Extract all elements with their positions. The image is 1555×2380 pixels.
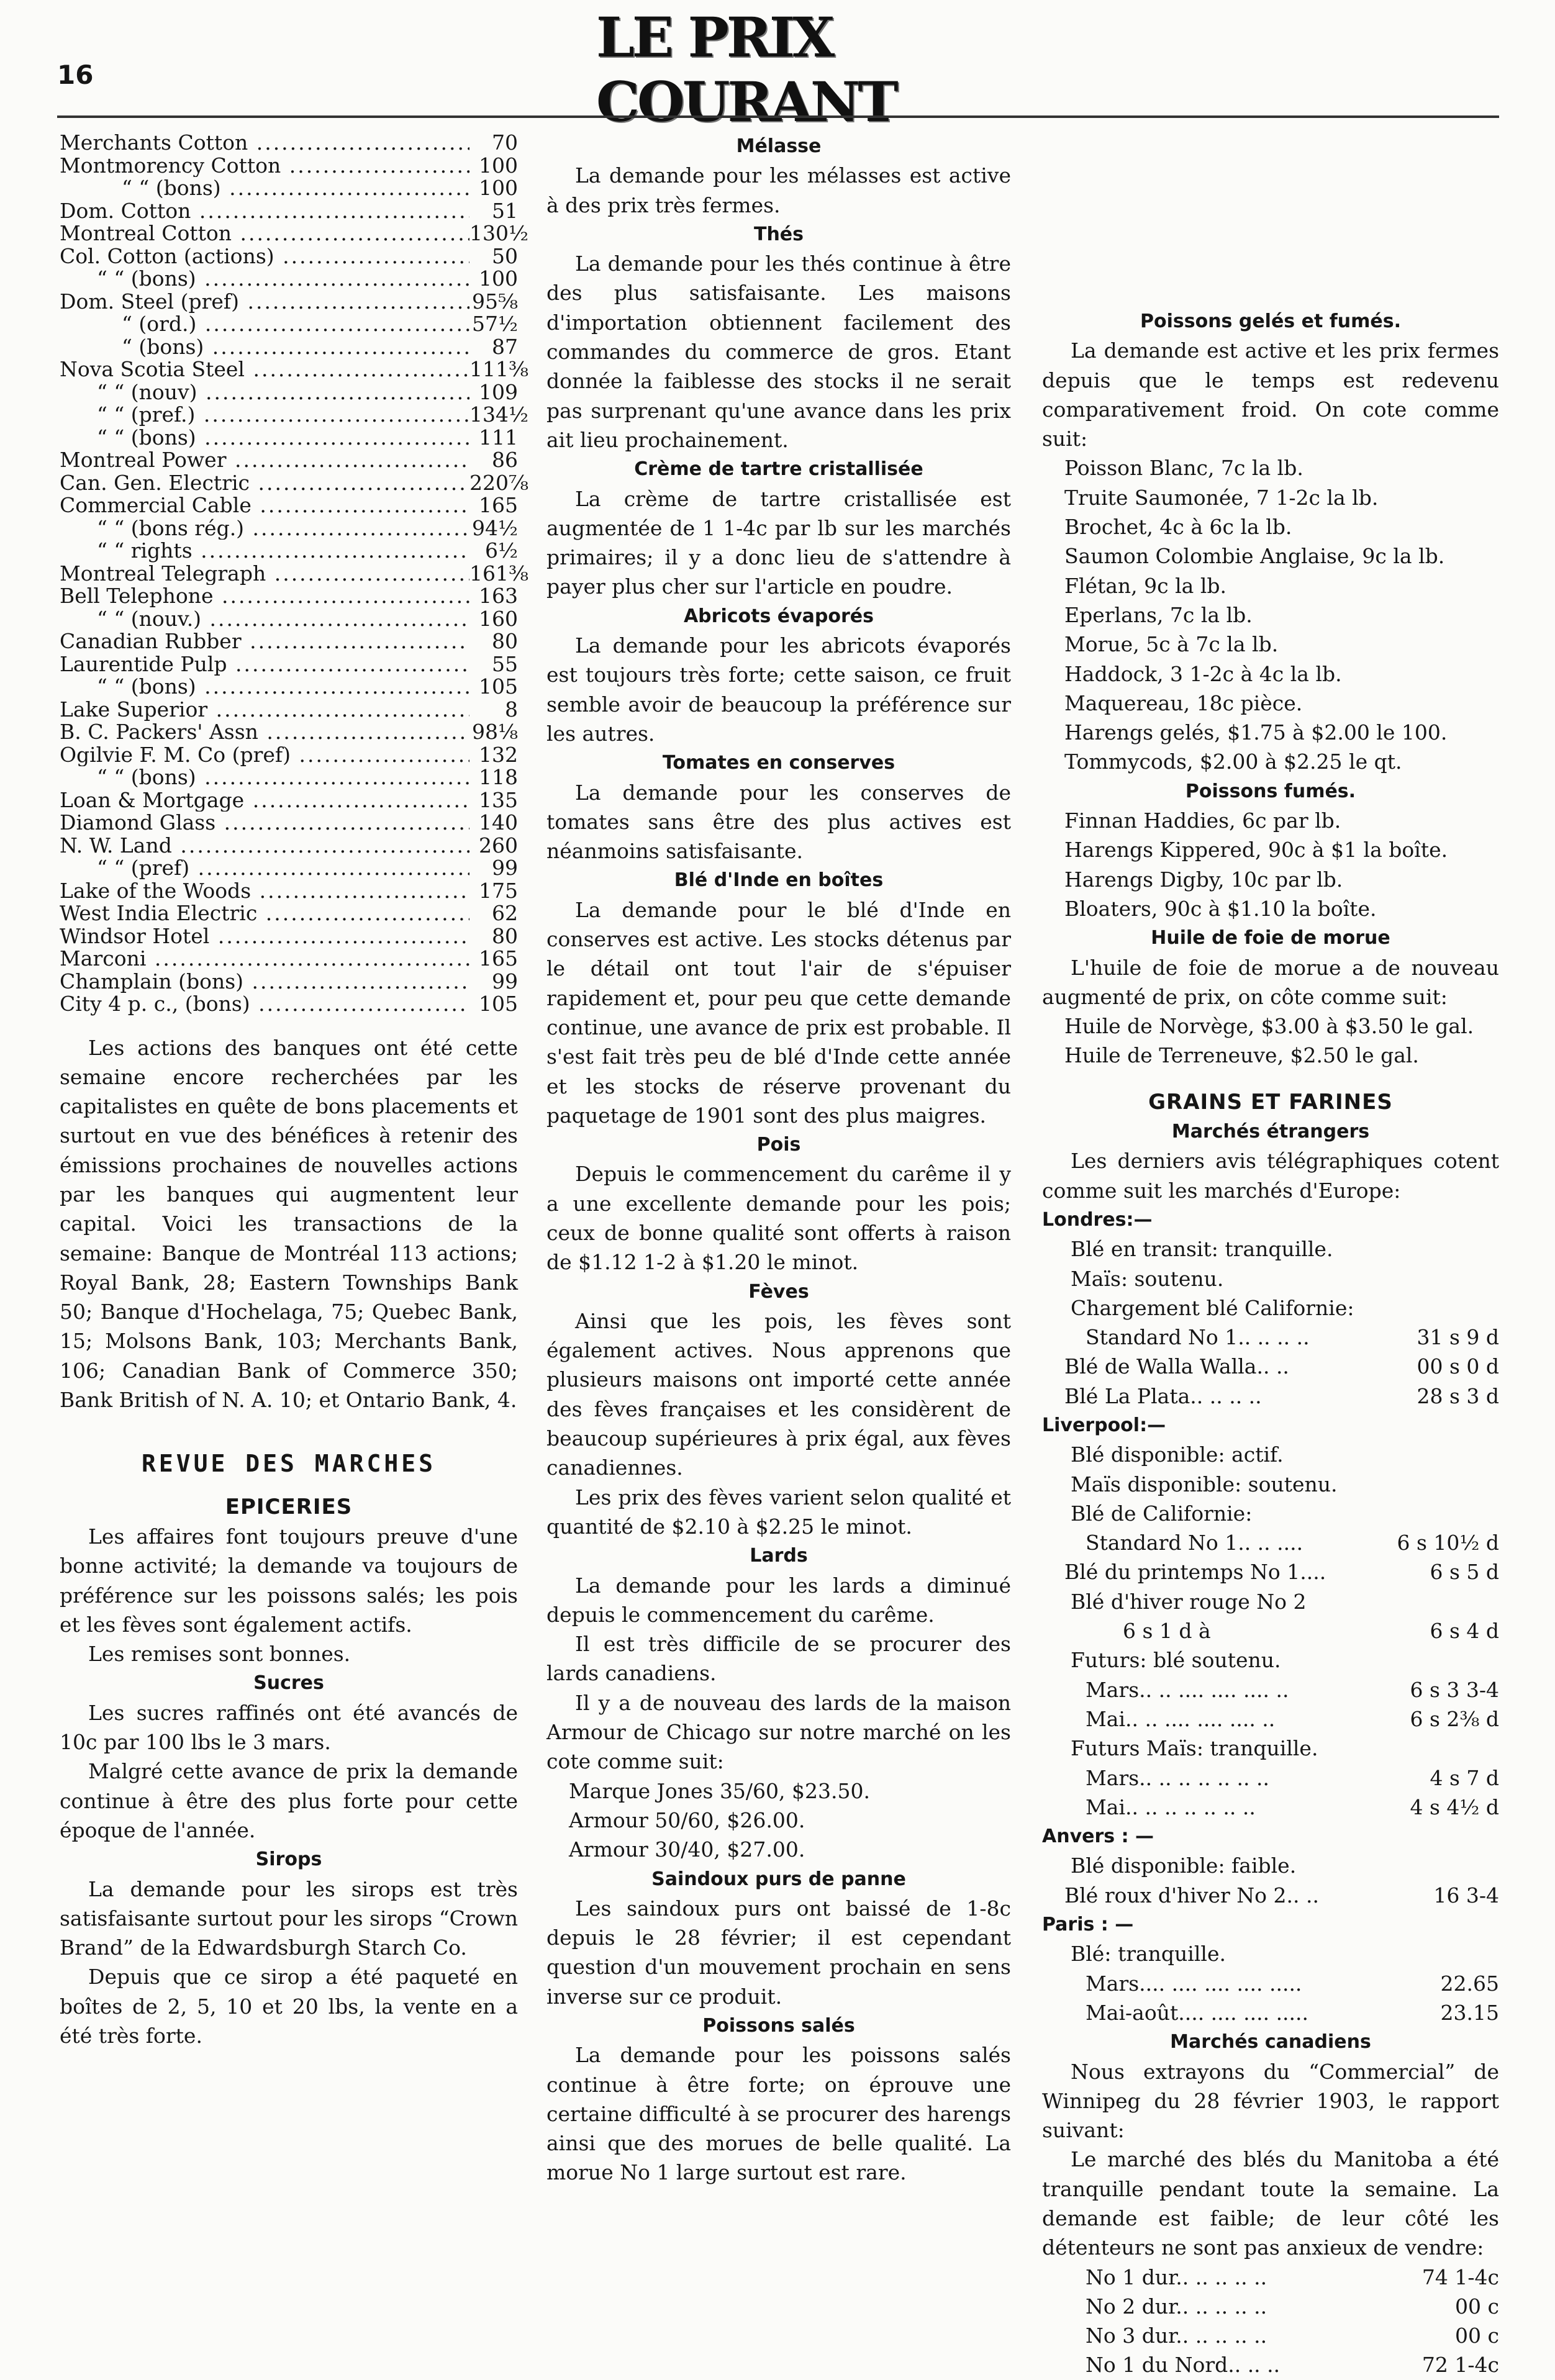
stock-value: 100 <box>479 176 518 200</box>
stock-row <box>60 200 518 223</box>
market-row: Mars.. .. .... .... .... .. 6 s 3 3-4 <box>1086 1677 1499 1702</box>
canadiens-p1: Nous extrayons du “Commercial” de Winnipeg du 28 février 1903, le rapport suivant: <box>1042 2059 1499 2143</box>
lards-line: Marque Jones 35/60, $23.50. <box>569 1778 870 1803</box>
stock-row <box>60 470 528 495</box>
stock-row <box>60 812 518 835</box>
stock-value: 99 <box>492 969 518 993</box>
abricots-p1: La demande pour les abricots évaporés est toujours très forte; cette saison, ce fruit semble avoir de beaucoup la préférence sur les autres. <box>546 633 1011 746</box>
stock-name: “ “ (bons) ..... <box>60 268 469 291</box>
stock-value: 57½ <box>472 312 518 336</box>
stock-name: “ (bons) ..... <box>60 336 469 359</box>
column-1 <box>60 130 528 2050</box>
fish-price-line: Maquereau, 18c pièce. <box>1064 690 1303 715</box>
stock-value: 111 <box>479 425 518 450</box>
stock-value: 99 <box>492 856 518 880</box>
stock-value: 111⅜ <box>469 357 528 381</box>
oil-price-line: Huile de Terreneuve, $2.50 le gal. <box>1064 1043 1419 1068</box>
stock-row <box>60 608 518 631</box>
stock-name: B. C. Packers' Assn ..... <box>60 721 469 744</box>
stock-row <box>60 561 528 586</box>
stock-name: Montmorency Cotton ..... <box>60 155 469 178</box>
stock-value: 134½ <box>469 402 528 427</box>
page-number: 16 <box>57 60 94 90</box>
thes-p1: La demande pour les thés continue à être des plus satisfaisante. Les maisons d'importation obtiennent facilement des commandes du commerce de gros. Etant donnée la faiblesse des stocks il ne serait pas surprenant qu'une avance dans les prix ait lieu prochainement. <box>546 251 1011 452</box>
column-3 <box>1042 132 1499 2380</box>
stock-name: Laurentide Pulp ..... <box>60 653 469 676</box>
city-liverpool: Liverpool:— <box>1042 1414 1166 1436</box>
stock-name: Windsor Hotel ..... <box>60 925 469 948</box>
feves-title: Fèves <box>748 1280 809 1303</box>
stock-row <box>60 402 528 427</box>
market-line: Maïs: soutenu. <box>1071 1266 1224 1291</box>
stock-name: Ogilvie F. M. Co (pref) ..... <box>60 744 469 767</box>
fish-price-line: Haddock, 3 1-2c à 4c la lb. <box>1064 661 1342 686</box>
ble-inde-p1: La demande pour le blé d'Inde en conserves est active. Les stocks détenus par le détail ont tout l'air de s'épuiser rapidement et, pour peu que cette demande continue, une avance de prix est probable. Il s'est fait très peu de blé d'Inde cette année et les stocks de réserve provenant du paquetage de 1901 sont des plus maigres. <box>546 897 1011 1128</box>
stock-row <box>60 245 518 268</box>
stock-row <box>60 427 518 450</box>
stock-value: 100 <box>479 266 518 291</box>
stock-row <box>60 357 528 381</box>
fish-price-line: Saumon Colombie Anglaise, 9c la lb. <box>1064 544 1445 569</box>
stock-name: “ “ (bons) ..... <box>60 676 469 699</box>
stock-value: 220⅞ <box>469 470 528 495</box>
stock-name: City 4 p. c., (bons) ..... <box>60 993 469 1016</box>
market-line: Maïs disponible: soutenu. <box>1071 1472 1338 1496</box>
lards-line: Armour 30/40, $27.00. <box>569 1837 805 1862</box>
stock-name: Montreal Power ..... <box>60 449 469 472</box>
lards-p1: La demande pour les lards a diminué depuis le commencement du carême. <box>546 1573 1011 1627</box>
fish-price-line: Harengs gelés, $1.75 à $2.00 le 100. <box>1064 720 1448 745</box>
stock-row <box>60 766 518 789</box>
stock-name: West India Electric ..... <box>60 902 469 925</box>
stock-name: “ “ (nouv) ..... <box>60 381 469 404</box>
sucres-p1: Les sucres raffinés ont été avancés de 10c par 100 lbs le 3 mars. <box>60 1700 518 1755</box>
lards-line: Armour 50/60, $26.00. <box>569 1808 805 1832</box>
stock-value: 118 <box>479 765 518 789</box>
stock-row <box>60 744 518 767</box>
sirops-p2: Depuis que ce sirop a été paqueté en boîtes de 2, 5, 10 et 20 lbs, la vente en a été très forte. <box>60 1965 518 2048</box>
stock-row <box>60 925 518 948</box>
stock-row <box>60 291 518 314</box>
stock-value: 87 <box>492 334 518 359</box>
market-row: Standard No 1.. .. .. .. 31 s 9 d <box>1086 1325 1499 1350</box>
poissons-fumes-title: Poissons fumés. <box>1185 780 1356 802</box>
grains-title: GRAINS ET FARINES <box>1148 1089 1393 1115</box>
stock-row <box>60 381 518 404</box>
sirops-title: Sirops <box>255 1848 322 1871</box>
huile-p1: L'huile de foie de morue a de nouveau augmenté de prix, on côte comme suit: <box>1042 955 1499 1009</box>
fish-price-line: Truite Saumonée, 7 1-2c la lb. <box>1064 485 1379 510</box>
fish-price-line: Tommycods, $2.00 à $2.25 le qt. <box>1064 749 1402 774</box>
city-anvers: Anvers : — <box>1042 1826 1154 1848</box>
stock-name: Bell Telephone ..... <box>60 585 469 608</box>
abricots-title: Abricots évaporés <box>683 605 874 627</box>
stock-value: 80 <box>492 923 518 948</box>
banks-paragraph: Les actions des banques ont été cette semaine encore recherchées par les capitalistes en quête de bons placements et surtout en vue des bénéfices à retenir des émissions prochaines de nouvelles actions par les banques qui augmentent leur capital. Voici les transactions de la semaine: Banque de Montréal 113 actions; Royal Bank, 28; Eastern Townships Bank 50; Banque d'Hochelaga, 75; Quebec Bank, 15; Molsons Bank, 103; Merchants Bank, 106; Canadian Bank of Commerce 350; Bank British of N. A. 10; et Ontario Bank, 4. <box>60 1035 518 1413</box>
stock-value: 165 <box>479 946 518 971</box>
market-row: Mai.. .. .. .. .. .. .. 4 s 4½ d <box>1086 1794 1499 1819</box>
stock-row <box>60 971 518 993</box>
stock-value: 95⅝ <box>472 289 518 314</box>
market-line: Blé de Californie: <box>1071 1501 1253 1526</box>
market-row: No 2 dur.. .. .. .. .. 00 c <box>1086 2294 1499 2319</box>
market-row: Mai-août.... .... .... ..... 23.15 <box>1086 2000 1499 2025</box>
stock-row <box>60 268 518 291</box>
epiceries-title: EPICERIES <box>225 1494 353 1519</box>
stock-row <box>60 177 518 200</box>
market-row: Blé roux d'hiver No 2.. .. 16 3-4 <box>1064 1883 1499 1907</box>
stock-row <box>60 494 518 517</box>
stock-name: Marconi ..... <box>60 948 469 971</box>
epiceries-p1: Les affaires font toujours preuve d'une bonne activité; la demande va toujours de préférence sur les poissons salés; les pois et les fèves sont également actifs. <box>60 1524 518 1637</box>
stock-value: 105 <box>479 992 518 1016</box>
creme-title: Crème de tartre cristallisée <box>634 458 923 481</box>
pois-title: Pois <box>756 1134 801 1156</box>
canadiens-title: Marchés canadiens <box>1170 2031 1371 2053</box>
stock-name: “ “ (pref.) ..... <box>60 404 469 427</box>
stock-value: 70 <box>492 130 518 155</box>
stock-value: 50 <box>492 243 518 268</box>
stock-value: 8 <box>505 697 518 722</box>
stock-value: 135 <box>479 787 518 812</box>
etrangers-title: Marchés étrangers <box>1171 1121 1370 1143</box>
stock-row <box>60 336 518 359</box>
city-londres: Londres:— <box>1042 1208 1153 1231</box>
lards-title: Lards <box>750 1545 808 1567</box>
stock-name: Champlain (bons) ..... <box>60 971 469 993</box>
stock-row <box>60 653 518 676</box>
melasse-title: Mélasse <box>736 135 822 157</box>
masthead-logo <box>596 5 1006 134</box>
stock-name: Diamond Glass ..... <box>60 812 469 835</box>
thes-title: Thés <box>753 223 804 245</box>
fish-price-line: Eperlans, 7c la lb. <box>1064 602 1253 627</box>
market-line: Blé d'hiver rouge No 2 <box>1071 1589 1307 1614</box>
stock-row <box>60 721 518 744</box>
saindoux-title: Saindoux purs de panne <box>651 1868 906 1890</box>
market-row: No 3 dur.. .. .. .. .. 00 c <box>1086 2323 1499 2348</box>
market-row: Mars.... .... .... .... ..... 22.65 <box>1086 1971 1499 1996</box>
city-paris: Paris : — <box>1042 1914 1134 1936</box>
fish-price-line: Flétan, 9c la lb. <box>1064 573 1227 598</box>
sucres-p2: Malgré cette avance de prix la demande continue à être des plus forte pour cette époque de l'année. <box>60 1759 518 1842</box>
stock-value: 132 <box>479 742 518 767</box>
stock-name: “ “ (bons rég.) ..... <box>60 517 469 540</box>
stock-row <box>60 676 518 699</box>
column-2 <box>546 132 1011 2188</box>
grains-intro: Les derniers avis télégraphiques cotent comme suit les marchés d'Europe: <box>1042 1149 1499 1203</box>
pois-p1: Depuis le commencement du carême il y a une excellente demande pour les pois; ceux de bonne qualité sont offerts à raison de $1.12 1-2 à $1.20 le minot. <box>546 1162 1011 1275</box>
stock-row <box>60 132 518 155</box>
stock-value: 51 <box>492 198 518 223</box>
sirops-p1: La demande pour les sirops est très satisfaisante surtout pour les sirops “Crown Brand” de la Edwardsburgh Starch Co. <box>60 1876 519 1960</box>
stock-value: 80 <box>492 629 518 653</box>
market-line: Futurs Maïs: tranquille. <box>1071 1736 1318 1761</box>
stock-name: “ “ (pref) ..... <box>60 857 469 880</box>
stock-name: “ “ (bons) ..... <box>60 766 469 789</box>
stock-value: 163 <box>479 584 518 608</box>
market-line: Blé disponible: faible. <box>1071 1853 1297 1878</box>
canadiens-p2: Le marché des blés du Manitoba a été tranquille pendant toute la semaine. La demande est faible; de leur côté les détenteurs ne sont pas anxieux de vendre: <box>1042 2147 1499 2260</box>
stock-name: Col. Cotton (actions) ..... <box>60 245 469 268</box>
fish-price-line: Poisson Blanc, 7c la lb. <box>1064 456 1303 481</box>
stock-row <box>60 902 518 925</box>
market-row: No 1 dur.. .. .. .. .. 74 1-4c <box>1086 2265 1499 2289</box>
stock-row <box>60 880 518 903</box>
stock-value: 62 <box>492 901 518 925</box>
stock-name: Nova Scotia Steel ..... <box>60 358 469 381</box>
market-row: Mai.. .. .... .... .... .. 6 s 2⅜ d <box>1086 1706 1499 1731</box>
market-line: Blé en transit: tranquille. <box>1071 1237 1333 1262</box>
stock-value: 161⅜ <box>469 561 528 586</box>
stock-row <box>60 517 518 540</box>
market-row: No 1 du Nord.. .. .. 72 1-4c <box>1086 2353 1499 2378</box>
stock-name: Lake Superior ..... <box>60 699 469 722</box>
fish-price-line: Morue, 5c à 7c la lb. <box>1064 632 1279 657</box>
market-row: Blé La Plata.. .. .. .. 28 s 3 d <box>1064 1383 1499 1408</box>
smoked-fish-line: Finnan Haddies, 6c par lb. <box>1064 808 1341 833</box>
huile-title: Huile de foie de morue <box>1151 927 1390 949</box>
stock-name: Loan & Mortgage ..... <box>60 789 469 812</box>
stock-name: “ (ord.) ..... <box>60 313 469 336</box>
smoked-fish-line: Harengs Digby, 10c par lb. <box>1064 867 1343 892</box>
stock-row <box>60 789 518 812</box>
stock-row <box>60 993 518 1016</box>
feves-p1: Ainsi que les pois, les fèves sont également actives. Nous apprenons que plusieurs maisons ont importé cette année des fèves françaises et les considèrent de beaucoup supérieures à prix égal, aux fèves canadiennes. <box>546 1308 1011 1480</box>
stock-name: N. W. Land ..... <box>60 835 469 857</box>
stock-value: 55 <box>492 651 518 676</box>
stock-value: 98⅛ <box>472 720 518 744</box>
stock-value: 160 <box>479 606 518 631</box>
tomates-p1: La demande pour les conserves de tomates sans être des plus actives est néanmoins satisfaisante. <box>546 780 1011 864</box>
market-line: Blé disponible: actif. <box>1071 1442 1284 1467</box>
stock-name: “ “ (nouv.) ..... <box>60 608 469 631</box>
stock-name: Commercial Cable ..... <box>60 494 469 517</box>
feves-p2: Les prix des fèves varient selon qualité et quantité de $2.10 à $2.25 le minot. <box>546 1485 1011 1539</box>
ble-inde-title: Blé d'Inde en boîtes <box>674 869 884 892</box>
stock-value: 105 <box>479 674 518 699</box>
stock-value: 165 <box>479 493 518 517</box>
stock-name: “ “ (bons) ..... <box>60 427 469 450</box>
stock-name: Merchants Cotton ..... <box>60 132 469 155</box>
header-rule <box>57 115 1499 118</box>
masthead-title: LE PRIX COURANT <box>596 5 896 134</box>
revue-title: REVUE DES MARCHES <box>142 1450 436 1478</box>
continued-text-space <box>1042 132 1499 307</box>
stock-value: 6½ <box>485 538 518 563</box>
stock-value: 86 <box>492 448 518 472</box>
market-row: Blé de Walla Walla.. .. 00 s 0 d <box>1064 1354 1499 1379</box>
stock-row <box>60 313 518 336</box>
stock-row <box>60 540 518 563</box>
lards-p2: Il est très difficile de se procurer des lards canadiens. <box>546 1632 1011 1686</box>
market-line: Blé: tranquille. <box>1071 1942 1226 1966</box>
smoked-fish-line: Harengs Kippered, 90c à $1 la boîte. <box>1064 838 1448 862</box>
stock-value: 100 <box>479 153 518 178</box>
stock-row <box>60 699 518 722</box>
stock-name: Dom. Steel (pref) ..... <box>60 291 469 314</box>
stock-row <box>60 585 518 608</box>
stock-row <box>60 630 518 653</box>
stock-value: 175 <box>479 878 518 903</box>
stock-row <box>60 155 518 178</box>
creme-p1: La crème de tartre cristallisée est augmentée de 1 1-4c par lb sur les marchés primaires; il y a donc lieu de s'attendre à payer plus cher sur l'article en poudre. <box>546 486 1011 599</box>
market-row: Mars.. .. .. .. .. .. .. 4 s 7 d <box>1086 1765 1499 1790</box>
melasse-p1: La demande pour les mélasses est active à des prix très fermes. <box>546 163 1011 217</box>
stock-row <box>60 221 528 245</box>
poissons-geles-p1: La demande est active et les prix fermes depuis que le temps est redevenu comparativement froid. On cote comme suit: <box>1042 338 1499 451</box>
stock-name: Can. Gen. Electric ..... <box>60 472 469 495</box>
poissons-geles-title: Poissons gelés et fumés. <box>1140 310 1401 332</box>
poissons-sales-title: Poissons salés <box>702 2015 855 2037</box>
stock-row <box>60 948 518 971</box>
stock-name: “ “ (bons) ..... <box>60 177 469 200</box>
market-line: Chargement blé Californie: <box>1071 1295 1354 1320</box>
stock-value: 94½ <box>472 515 518 540</box>
stock-name: “ “ rights ..... <box>60 540 469 563</box>
stock-value: 260 <box>479 833 518 857</box>
market-row: 6 s 1 d à 6 s 4 d <box>1123 1619 1499 1644</box>
smoked-fish-line: Bloaters, 90c à $1.10 la boîte. <box>1064 896 1377 921</box>
stock-value: 109 <box>479 379 518 404</box>
stock-name: Canadian Rubber ..... <box>60 630 469 653</box>
market-row: Blé du printemps No 1.... 6 s 5 d <box>1064 1560 1499 1585</box>
lards-p3: Il y a de nouveau des lards de la maison Armour de Chicago sur notre marché on les cote comme suit: <box>546 1690 1011 1774</box>
stock-row <box>60 449 518 472</box>
stock-name: Lake of the Woods ..... <box>60 880 469 903</box>
stock-name: Montreal Telegraph ..... <box>60 563 469 586</box>
stock-name: Montreal Cotton ..... <box>60 222 469 245</box>
saindoux-p1: Les saindoux purs ont baissé de 1-8c depuis le 28 février; il est cependant question d'un mouvement prochain en sens inverse sur ce produit. <box>546 1896 1011 2009</box>
stock-value: 130½ <box>469 221 528 245</box>
stock-row <box>60 857 518 880</box>
stock-row <box>60 835 518 857</box>
sucres-title: Sucres <box>253 1672 324 1695</box>
market-line: Futurs: blé soutenu. <box>1071 1648 1281 1673</box>
market-row: Standard No 1.. .. .... 6 s 10½ d <box>1086 1531 1499 1555</box>
oil-price-line: Huile de Norvège, $3.00 à $3.50 le gal. <box>1064 1014 1474 1039</box>
poissons-sales-p1: La demande pour les poissons salés continue à être forte; on éprouve une certaine difficulté à se procurer des harengs ainsi que des morues de belle qualité. La morue No 1 large surtout est rare. <box>546 2043 1011 2185</box>
fish-price-line: Brochet, 4c à 6c la lb. <box>1064 515 1292 540</box>
stock-value: 140 <box>479 810 518 835</box>
epiceries-p2: Les remises sont bonnes. <box>88 1642 351 1667</box>
tomates-title: Tomates en conserves <box>662 752 895 774</box>
stock-name: Dom. Cotton ..... <box>60 200 469 223</box>
stock-quotes-list <box>60 130 528 1016</box>
